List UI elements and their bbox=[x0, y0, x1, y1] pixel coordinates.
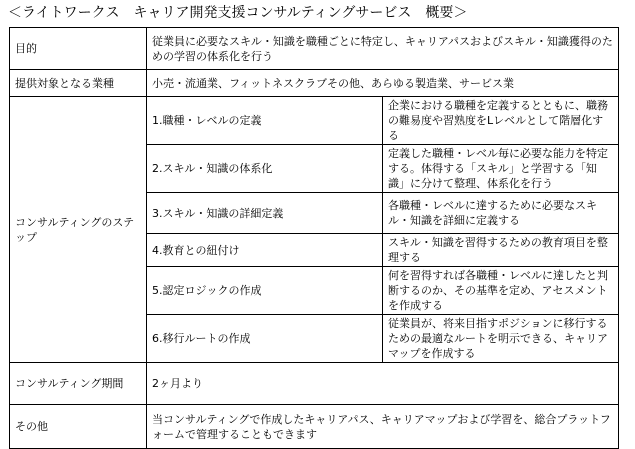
table-row bbox=[10, 97, 619, 145]
period-value: 2ヶ月より bbox=[147, 363, 619, 405]
purpose-label: 目的 bbox=[10, 28, 147, 70]
industries-value: 小売・流通業、フィットネスクラブその他、あらゆる製造業、サービス業 bbox=[147, 70, 619, 97]
step-3-desc: 各職種・レベルに達するために必要なスキル・知識を詳細に定義する bbox=[383, 193, 619, 234]
table-row bbox=[10, 28, 619, 70]
industries-label: 提供対象となる業種 bbox=[10, 70, 147, 97]
period-label: コンサルティング期間 bbox=[10, 363, 147, 405]
step-3-name: 3.スキル・知識の詳細定義 bbox=[147, 193, 383, 234]
step-1-desc: 企業における職種を定義するとともに、職務の難易度や習熟度をLレベルとして階層化する bbox=[383, 97, 619, 145]
step-6-name: 6.移行ルートの作成 bbox=[147, 315, 383, 363]
step-2-name: 2.スキル・知識の体系化 bbox=[147, 145, 383, 193]
purpose-value: 従業員に必要なスキル・知識を職種ごとに特定し、キャリアパスおよびスキル・知識獲得のための学習の体系化を行う bbox=[147, 28, 619, 70]
other-label: その他 bbox=[10, 405, 147, 449]
step-1-name: 1.職種・レベルの定義 bbox=[147, 97, 383, 145]
table-row bbox=[10, 405, 619, 449]
page-title: ＜ライトワークス キャリア開発支援コンサルティングサービス 概要＞ bbox=[8, 5, 468, 21]
step-4-desc: スキル・知識を習得するための教育項目を整理する bbox=[383, 234, 619, 267]
step-5-name: 5.認定ロジックの作成 bbox=[147, 267, 383, 315]
step-2-desc: 定義した職種・レベル毎に必要な能力を特定する。体得する「スキル」と学習する「知識」に分けて整理、体系化を行う bbox=[383, 145, 619, 193]
step-6-desc: 従業員が、将来目指すポジションに移行するための最適なルートを明示できる、キャリアマップを作成する bbox=[383, 315, 619, 363]
other-value: 当コンサルティングで作成したキャリアパス、キャリアマップおよび学習を、総合プラットフォームで管理することもできます bbox=[147, 405, 619, 449]
steps-label: コンサルティングのステップ bbox=[10, 97, 147, 363]
table-row bbox=[10, 70, 619, 97]
service-outline-table bbox=[9, 27, 619, 449]
step-4-name: 4.教育との紐付け bbox=[147, 234, 383, 267]
step-5-desc: 何を習得すれば各職種・レベルに達したと判断するのか、その基準を定め、アセスメントを作成する bbox=[383, 267, 619, 315]
table-row bbox=[10, 363, 619, 405]
